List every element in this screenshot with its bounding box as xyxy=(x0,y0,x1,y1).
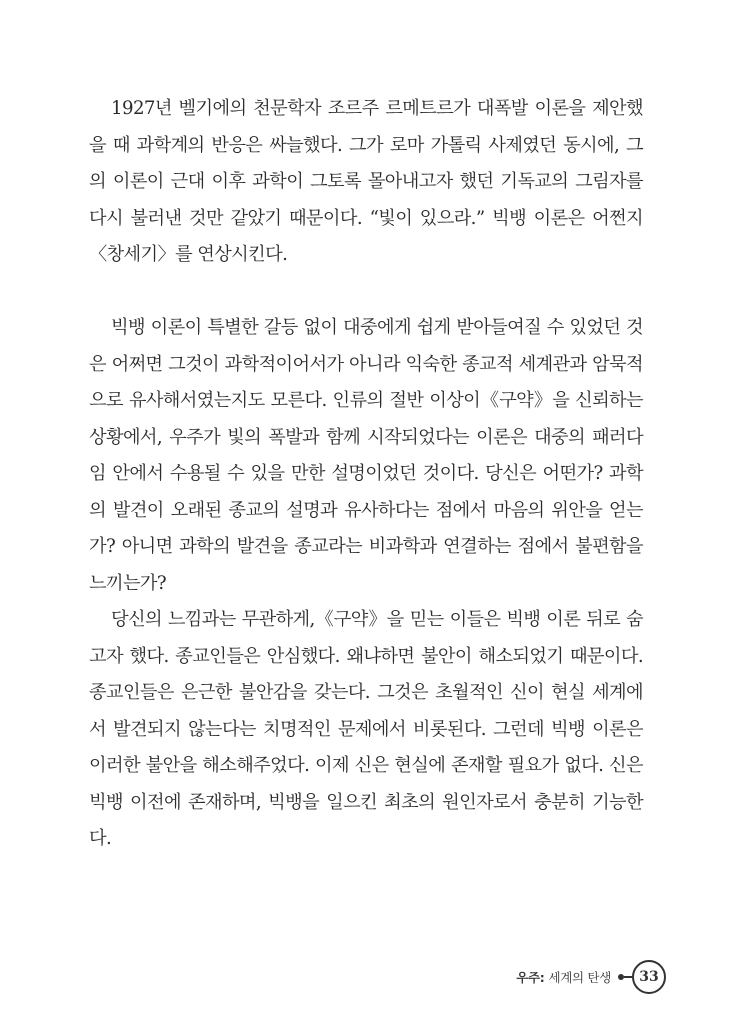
paragraph-1: 1927년 벨기에의 천문학자 조르주 르메트르가 대폭발 이론을 제안했을 때 과학계의 반응은 싸늘했다. 그가 로마 가톨릭 사제였던 동시에, 그의 이론이 근대 이후 과학이 그토록 몰아내고자 했던 기독교의 그림자를 다시 불러낸 것만 같았기 때문이다. “빛이 있으라.” 빅뱅 이론은 어쩐지 〈창세기〉를 연상시킨다. xyxy=(89,98,643,265)
page-footer xyxy=(516,957,666,997)
paragraph-2: 빅뱅 이론이 특별한 갈등 없이 대중에게 쉽게 받아들여질 수 있었던 것은 어쩌면 그것이 과학적이어서가 아니라 익숙한 종교적 세계관과 암묵적으로 유사해서였는지도 모른다. 인류의 절반 이상이《구약》을 신뢰하는 상황에서, 우주가 빛의 폭발과 함께 시작되었다는 이론은 대중의 패러다임 안에서 수용될 수 있을 만한 설명이었던 것이다. 당신은 어떤가? 과학의 발견이 오래된 종교의 설명과 유사하다는 점에서 마음의 위안을 얻는가? 아니면 과학의 발견을 종교라는 비과학과 연결하는 점에서 불편함을 느끼는가? xyxy=(89,317,643,594)
paragraph-3: 당신의 느낌과는 무관하게,《구약》을 믿는 이들은 빅뱅 이론 뒤로 숨고자 했다. 종교인들은 안심했다. 왜냐하면 불안이 해소되었기 때문이다. 종교인들은 은근한 불안감을 갖는다. 그것은 초월적인 신이 현실 세계에서 발견되지 않는다는 치명적인 문제에서 비롯된다. 그런데 빅뱅 이론은 이러한 불안을 해소해주었다. 이제 신은 현실에 존재할 필요가 없다. 신은 빅뱅 이전에 존재하며, 빅뱅을 일으킨 최초의 원인자로서 충분히 기능한다. xyxy=(89,609,643,849)
footer-chapter-title: 세계의 탄생 xyxy=(548,970,611,985)
footer-section-label: 우주: xyxy=(516,970,545,985)
body-text xyxy=(89,91,643,858)
page-number-badge xyxy=(632,960,666,994)
page-number: 33 xyxy=(639,969,659,985)
footer-connector-line xyxy=(624,976,632,978)
